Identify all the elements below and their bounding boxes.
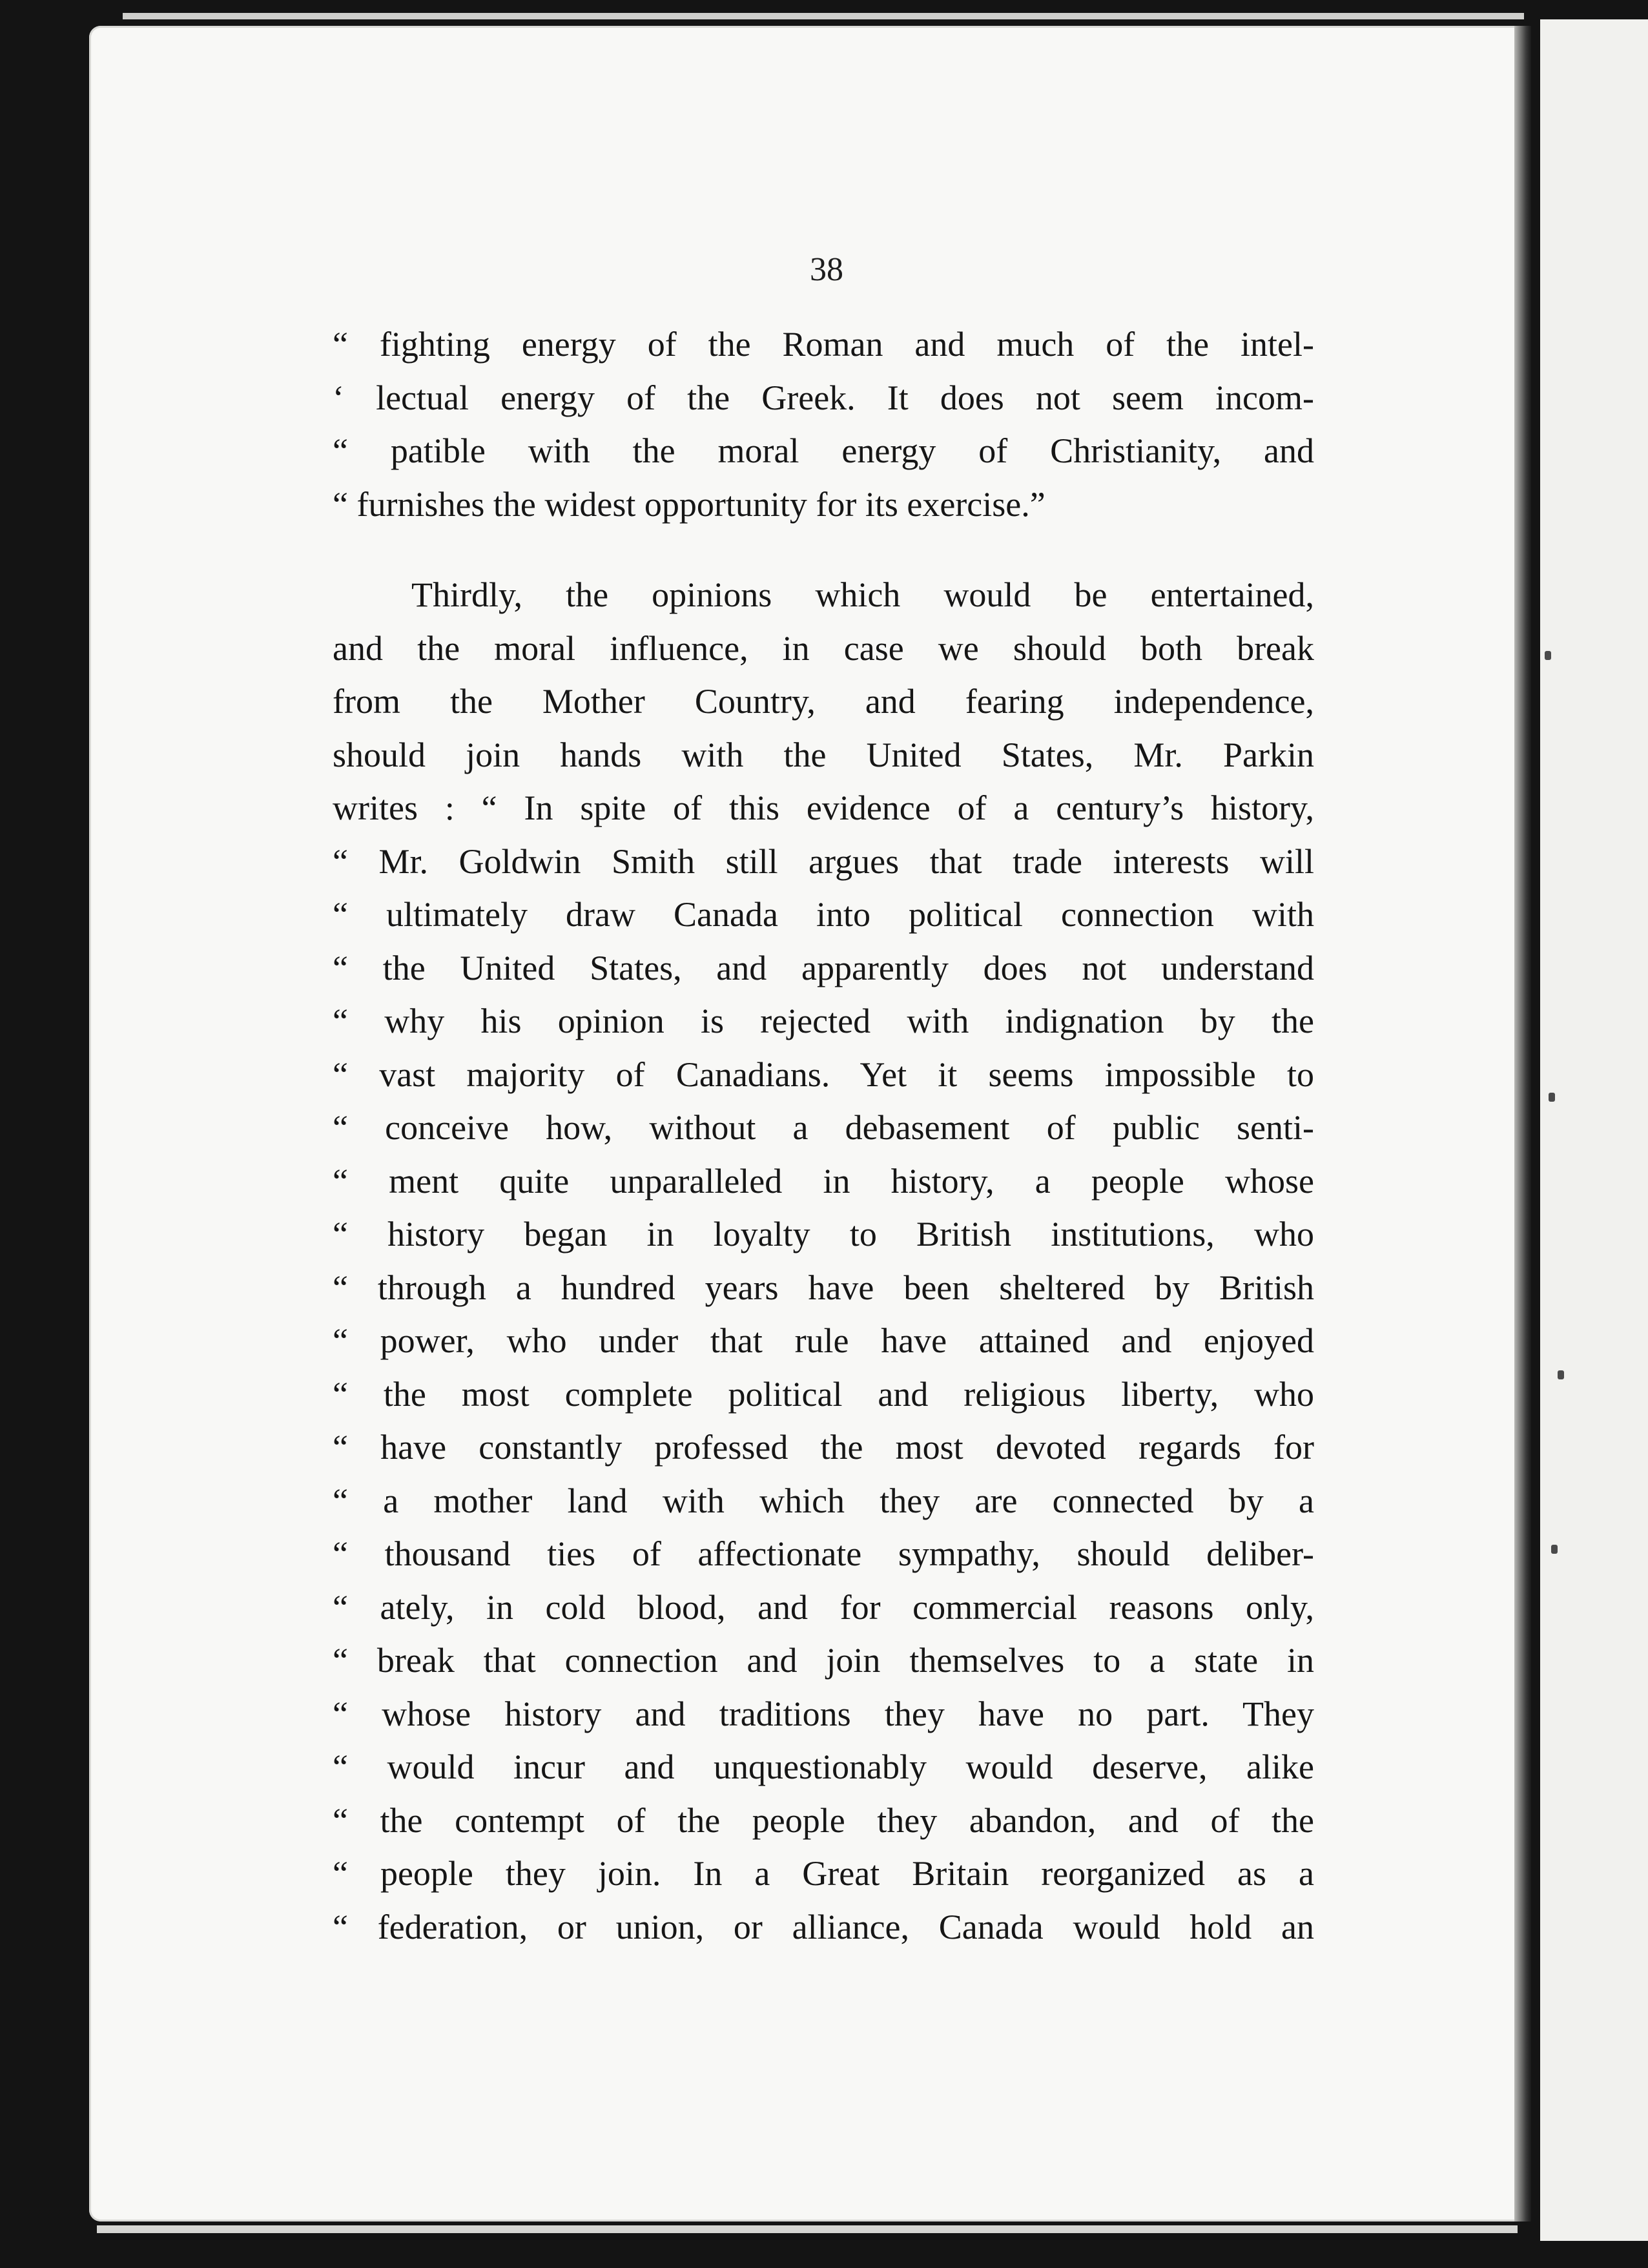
text-line: Thirdly, the opinions which would be entertained, (411, 575, 1314, 614)
text-line: writes : “ In spite of this evidence of a century’s history, (333, 789, 1314, 827)
text-line: “ the United States, and apparently does not understand (333, 948, 1314, 987)
text-line: “ conceive how, without a debasement of public senti- (333, 1108, 1314, 1147)
text-line: “ vast majority of Canadians. Yet it seems impossible to (333, 1055, 1314, 1094)
text-line: “ patible with the moral energy of Christianity, and (333, 431, 1314, 470)
text-line: “ break that connection and join themselves to a state in (333, 1641, 1314, 1680)
text-line: “ would incur and unquestionably would deserve, alike (333, 1747, 1314, 1786)
paragraph-2 (333, 568, 1314, 622)
paragraph-spacer (333, 531, 1314, 568)
text-line: “ thousand ties of affectionate sympathy, should deliber- (333, 1534, 1314, 1573)
page-number: 38 (810, 251, 843, 288)
text-line: “ whose history and traditions they have no part. They (333, 1694, 1314, 1733)
text-line: “ history began in loyalty to British institutions, who (333, 1215, 1314, 1253)
text-line: “ the contempt of the people they abandon, and of the (333, 1800, 1314, 1840)
text-line: “ fighting energy of the Roman and much of the intel- (333, 325, 1314, 364)
text-line: “ the most complete political and religious liberty, who (333, 1374, 1314, 1414)
scan-speck (1558, 1370, 1564, 1379)
paragraph-2-body (333, 622, 1314, 1954)
text-line: “ ultimately draw Canada into political connection with (333, 895, 1314, 934)
text-line: should join hands with the United States, Mr. Parkin (333, 735, 1314, 774)
scan-speck (1551, 1545, 1558, 1554)
scan-speck (1549, 1093, 1555, 1102)
text-line: “ have constantly professed the most devoted regards for (333, 1428, 1314, 1467)
facing-page-edge (1540, 19, 1648, 2241)
binding-shadow (1514, 26, 1531, 2222)
text-line: “ power, who under that rule have attained and enjoyed (333, 1321, 1314, 1360)
text-line: “ a mother land with which they are connected by a (333, 1481, 1314, 1520)
paragraph-1 (333, 318, 1314, 531)
page-top-edge (123, 13, 1524, 19)
text-line: “ Mr. Goldwin Smith still argues that trade interests will (333, 841, 1314, 881)
text-line: “ people they join. In a Great Britain reorganized as a (333, 1854, 1314, 1893)
text-line: and the moral influence, in case we should both break (333, 628, 1314, 668)
text-line: from the Mother Country, and fearing independence, (333, 682, 1314, 721)
text-line: “ through a hundred years have been sheltered by British (333, 1268, 1314, 1307)
text-line: ‘ lectual energy of the Greek. It does not seem incom- (333, 378, 1314, 417)
scan-speck (1545, 651, 1551, 660)
text-column (333, 318, 1314, 1954)
text-line: “ federation, or union, or alliance, Canada would hold an (333, 1907, 1314, 1946)
text-line: “ furnishes the widest opportunity for its exercise.” (333, 484, 1045, 524)
text-line: “ ately, in cold blood, and for commercial reasons only, (333, 1587, 1314, 1627)
page-bottom-edge (97, 2225, 1518, 2233)
text-line: “ why his opinion is rejected with indignation by the (333, 1002, 1314, 1040)
text-line: “ ment quite unparalleled in history, a people whose (333, 1161, 1314, 1201)
